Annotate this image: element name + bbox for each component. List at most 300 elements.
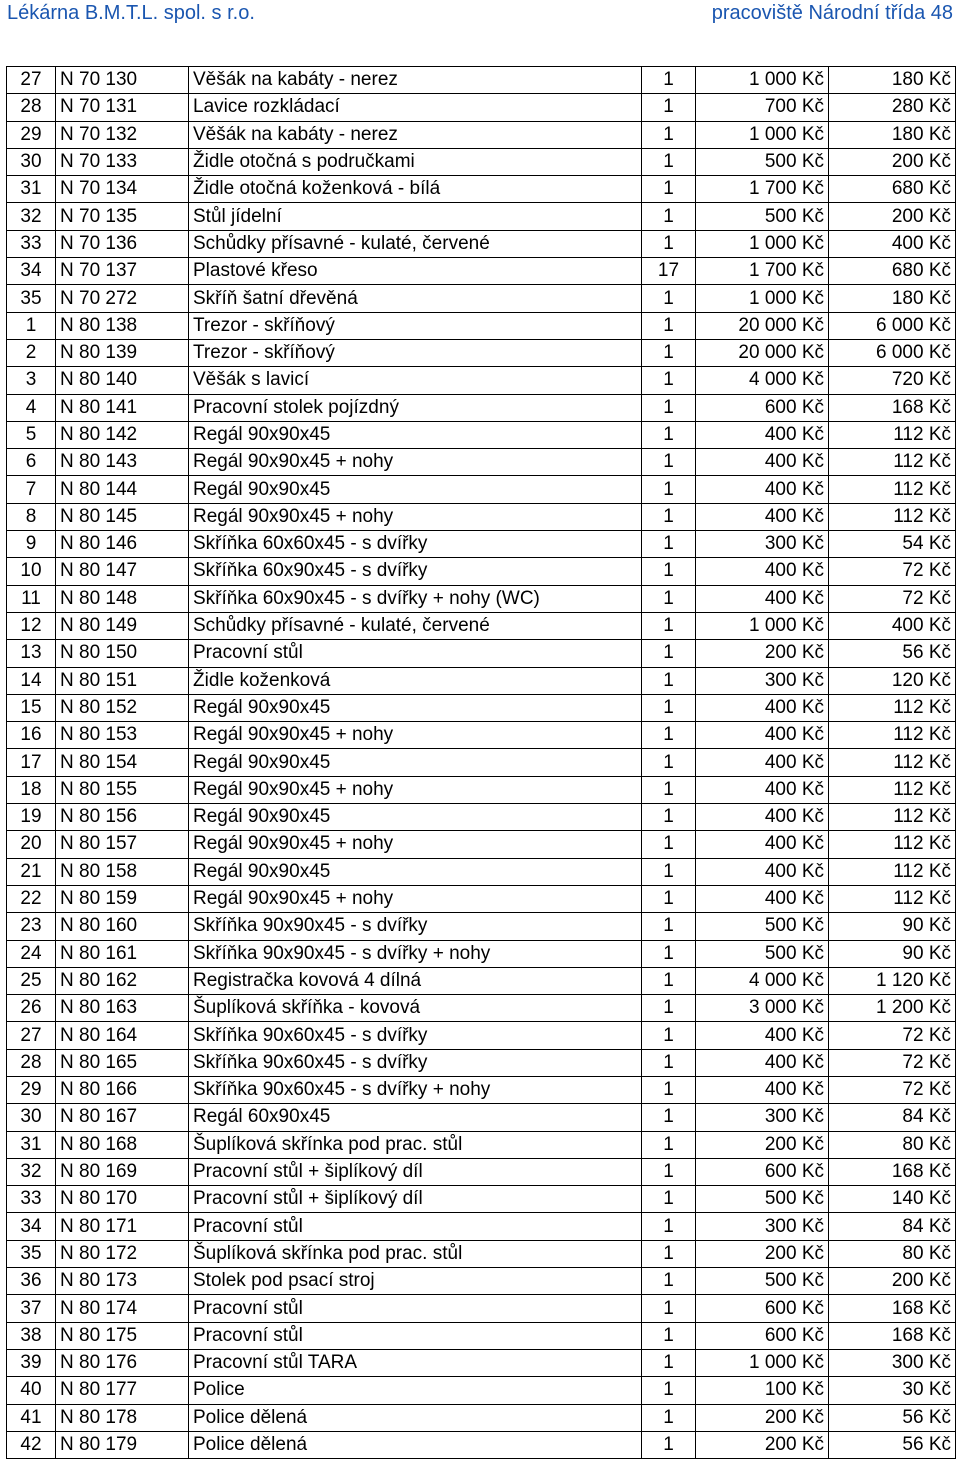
item-code: N 80 166 — [56, 1076, 189, 1103]
row-number: 30 — [7, 148, 56, 175]
item-name: Pracovní stolek pojízdný — [189, 394, 642, 421]
item-value: 72 Kč — [829, 1022, 956, 1049]
item-value: 112 Kč — [829, 476, 956, 503]
item-price: 400 Kč — [696, 831, 829, 858]
item-value: 112 Kč — [829, 831, 956, 858]
item-price: 100 Kč — [696, 1377, 829, 1404]
row-number: 28 — [7, 94, 56, 121]
item-code: N 80 152 — [56, 694, 189, 721]
item-quantity: 1 — [642, 421, 696, 448]
item-price: 600 Kč — [696, 1322, 829, 1349]
table-row — [7, 1268, 956, 1295]
item-name: Šuplíková skříňka - kovová — [189, 995, 642, 1022]
item-code: N 70 130 — [56, 67, 189, 94]
item-price: 400 Kč — [696, 1049, 829, 1076]
item-quantity: 1 — [642, 1377, 696, 1404]
item-value: 80 Kč — [829, 1240, 956, 1267]
table-row — [7, 804, 956, 831]
item-quantity: 1 — [642, 94, 696, 121]
table-row — [7, 858, 956, 885]
item-name: Skříňka 60x90x45 - s dvířky — [189, 558, 642, 585]
item-quantity: 1 — [642, 667, 696, 694]
row-number: 27 — [7, 1022, 56, 1049]
item-name: Regál 90x90x45 + nohy — [189, 449, 642, 476]
item-price: 400 Kč — [696, 749, 829, 776]
item-code: N 80 162 — [56, 967, 189, 994]
item-price: 1 000 Kč — [696, 285, 829, 312]
item-name: Židle otočná koženková - bílá — [189, 176, 642, 203]
item-quantity: 1 — [642, 531, 696, 558]
item-code: N 80 146 — [56, 531, 189, 558]
item-code: N 80 148 — [56, 585, 189, 612]
item-code: N 70 137 — [56, 258, 189, 285]
item-price: 400 Kč — [696, 1076, 829, 1103]
item-name: Regál 90x90x45 — [189, 694, 642, 721]
item-value: 30 Kč — [829, 1377, 956, 1404]
item-price: 500 Kč — [696, 940, 829, 967]
item-name: Schůdky přísavné - kulaté, červené — [189, 230, 642, 257]
item-price: 1 000 Kč — [696, 67, 829, 94]
item-code: N 80 176 — [56, 1349, 189, 1376]
item-code: N 80 169 — [56, 1158, 189, 1185]
item-quantity: 1 — [642, 1349, 696, 1376]
item-code: N 70 272 — [56, 285, 189, 312]
item-code: N 80 141 — [56, 394, 189, 421]
table-row — [7, 1322, 956, 1349]
item-name: Skříňka 60x60x45 - s dvířky — [189, 531, 642, 558]
row-number: 27 — [7, 67, 56, 94]
item-price: 600 Kč — [696, 1295, 829, 1322]
row-number: 5 — [7, 421, 56, 448]
item-code: N 80 177 — [56, 1377, 189, 1404]
row-number: 29 — [7, 1076, 56, 1103]
item-price: 200 Kč — [696, 1240, 829, 1267]
item-price: 400 Kč — [696, 1022, 829, 1049]
item-value: 72 Kč — [829, 1049, 956, 1076]
item-code: N 80 155 — [56, 776, 189, 803]
item-value: 56 Kč — [829, 640, 956, 667]
table-row — [7, 1186, 956, 1213]
item-code: N 80 174 — [56, 1295, 189, 1322]
inventory-table — [6, 66, 956, 1459]
row-number: 40 — [7, 1377, 56, 1404]
item-value: 112 Kč — [829, 449, 956, 476]
item-code: N 80 157 — [56, 831, 189, 858]
row-number: 35 — [7, 285, 56, 312]
item-code: N 80 154 — [56, 749, 189, 776]
inventory-table-body — [7, 67, 956, 1459]
item-quantity: 1 — [642, 831, 696, 858]
table-row — [7, 1049, 956, 1076]
item-value: 140 Kč — [829, 1186, 956, 1213]
item-price: 1 000 Kč — [696, 1349, 829, 1376]
item-price: 1 000 Kč — [696, 612, 829, 639]
item-value: 200 Kč — [829, 148, 956, 175]
item-code: N 80 164 — [56, 1022, 189, 1049]
item-price: 400 Kč — [696, 503, 829, 530]
item-value: 56 Kč — [829, 1431, 956, 1458]
row-number: 38 — [7, 1322, 56, 1349]
item-name: Police dělená — [189, 1404, 642, 1431]
item-price: 200 Kč — [696, 1431, 829, 1458]
table-row — [7, 1022, 956, 1049]
item-quantity: 1 — [642, 1240, 696, 1267]
item-code: N 80 147 — [56, 558, 189, 585]
item-quantity: 1 — [642, 476, 696, 503]
table-row — [7, 421, 956, 448]
item-code: N 80 172 — [56, 1240, 189, 1267]
item-name: Skříňka 90x60x45 - s dvířky — [189, 1022, 642, 1049]
item-quantity: 1 — [642, 394, 696, 421]
table-row — [7, 722, 956, 749]
table-row — [7, 203, 956, 230]
table-row — [7, 995, 956, 1022]
item-name: Regál 90x90x45 + nohy — [189, 722, 642, 749]
row-number: 22 — [7, 885, 56, 912]
table-row — [7, 531, 956, 558]
item-name: Skříňka 60x90x45 - s dvířky + nohy (WC) — [189, 585, 642, 612]
item-code: N 80 153 — [56, 722, 189, 749]
item-price: 500 Kč — [696, 148, 829, 175]
table-row — [7, 312, 956, 339]
row-number: 29 — [7, 121, 56, 148]
item-name: Regál 90x90x45 + nohy — [189, 831, 642, 858]
item-code: N 70 131 — [56, 94, 189, 121]
item-code: N 80 179 — [56, 1431, 189, 1458]
row-number: 16 — [7, 722, 56, 749]
table-row — [7, 121, 956, 148]
row-number: 15 — [7, 694, 56, 721]
item-value: 112 Kč — [829, 421, 956, 448]
item-quantity: 1 — [642, 1268, 696, 1295]
item-name: Pracovní stůl — [189, 1295, 642, 1322]
table-row — [7, 831, 956, 858]
row-number: 14 — [7, 667, 56, 694]
item-price: 400 Kč — [696, 885, 829, 912]
row-number: 24 — [7, 940, 56, 967]
item-price: 20 000 Kč — [696, 339, 829, 366]
table-row — [7, 558, 956, 585]
table-row — [7, 94, 956, 121]
item-code: N 80 165 — [56, 1049, 189, 1076]
item-price: 400 Kč — [696, 722, 829, 749]
item-name: Pracovní stůl — [189, 1213, 642, 1240]
item-name: Skříň šatní dřevěná — [189, 285, 642, 312]
item-value: 112 Kč — [829, 749, 956, 776]
item-name: Židle koženková — [189, 667, 642, 694]
row-number: 12 — [7, 612, 56, 639]
item-quantity: 1 — [642, 449, 696, 476]
item-price: 400 Kč — [696, 694, 829, 721]
item-code: N 80 142 — [56, 421, 189, 448]
item-name: Trezor - skříňový — [189, 312, 642, 339]
item-value: 72 Kč — [829, 1076, 956, 1103]
row-number: 37 — [7, 1295, 56, 1322]
item-code: N 80 159 — [56, 885, 189, 912]
item-price: 500 Kč — [696, 1268, 829, 1295]
item-price: 400 Kč — [696, 476, 829, 503]
item-name: Pracovní stůl + šiplíkový díl — [189, 1186, 642, 1213]
item-quantity: 1 — [642, 612, 696, 639]
item-price: 400 Kč — [696, 421, 829, 448]
table-row — [7, 1431, 956, 1458]
row-number: 28 — [7, 1049, 56, 1076]
item-code: N 70 133 — [56, 148, 189, 175]
item-quantity: 1 — [642, 312, 696, 339]
item-name: Police dělená — [189, 1431, 642, 1458]
item-name: Šuplíková skřínka pod prac. stůl — [189, 1131, 642, 1158]
item-price: 400 Kč — [696, 449, 829, 476]
table-row — [7, 1076, 956, 1103]
row-number: 1 — [7, 312, 56, 339]
item-code: N 80 138 — [56, 312, 189, 339]
item-price: 400 Kč — [696, 858, 829, 885]
item-price: 4 000 Kč — [696, 367, 829, 394]
item-name: Regál 90x90x45 — [189, 858, 642, 885]
item-quantity: 1 — [642, 121, 696, 148]
row-number: 31 — [7, 1131, 56, 1158]
item-quantity: 1 — [642, 148, 696, 175]
row-number: 32 — [7, 203, 56, 230]
item-quantity: 1 — [642, 1431, 696, 1458]
table-row — [7, 1295, 956, 1322]
row-number: 21 — [7, 858, 56, 885]
table-row — [7, 1131, 956, 1158]
table-row — [7, 449, 956, 476]
item-code: N 80 149 — [56, 612, 189, 639]
item-value: 112 Kč — [829, 885, 956, 912]
item-quantity: 1 — [642, 776, 696, 803]
item-quantity: 1 — [642, 694, 696, 721]
item-value: 200 Kč — [829, 1268, 956, 1295]
table-row — [7, 285, 956, 312]
item-price: 500 Kč — [696, 913, 829, 940]
item-quantity: 1 — [642, 176, 696, 203]
item-price: 4 000 Kč — [696, 967, 829, 994]
item-quantity: 1 — [642, 1049, 696, 1076]
item-value: 168 Kč — [829, 1295, 956, 1322]
item-code: N 80 143 — [56, 449, 189, 476]
item-code: N 80 178 — [56, 1404, 189, 1431]
item-quantity: 1 — [642, 749, 696, 776]
item-name: Pracovní stůl TARA — [189, 1349, 642, 1376]
item-value: 400 Kč — [829, 230, 956, 257]
table-row — [7, 749, 956, 776]
item-quantity: 1 — [642, 995, 696, 1022]
item-code: N 80 160 — [56, 913, 189, 940]
row-number: 2 — [7, 339, 56, 366]
item-price: 200 Kč — [696, 1131, 829, 1158]
row-number: 35 — [7, 1240, 56, 1267]
row-number: 8 — [7, 503, 56, 530]
item-code: N 80 175 — [56, 1322, 189, 1349]
item-name: Skříňka 90x60x45 - s dvířky + nohy — [189, 1076, 642, 1103]
table-row — [7, 339, 956, 366]
item-name: Regál 90x90x45 — [189, 749, 642, 776]
row-number: 17 — [7, 749, 56, 776]
item-price: 20 000 Kč — [696, 312, 829, 339]
item-price: 300 Kč — [696, 1104, 829, 1131]
item-value: 112 Kč — [829, 503, 956, 530]
row-number: 4 — [7, 394, 56, 421]
item-value: 112 Kč — [829, 804, 956, 831]
item-quantity: 1 — [642, 1076, 696, 1103]
item-code: N 80 144 — [56, 476, 189, 503]
item-quantity: 1 — [642, 967, 696, 994]
table-row — [7, 640, 956, 667]
item-name: Pracovní stůl + šiplíkový díl — [189, 1158, 642, 1185]
item-code: N 70 135 — [56, 203, 189, 230]
item-code: N 80 173 — [56, 1268, 189, 1295]
item-code: N 80 171 — [56, 1213, 189, 1240]
item-value: 80 Kč — [829, 1131, 956, 1158]
row-number: 32 — [7, 1158, 56, 1185]
item-value: 72 Kč — [829, 585, 956, 612]
row-number: 41 — [7, 1404, 56, 1431]
item-value: 200 Kč — [829, 203, 956, 230]
item-value: 112 Kč — [829, 858, 956, 885]
table-row — [7, 1104, 956, 1131]
item-name: Regál 90x90x45 — [189, 804, 642, 831]
item-value: 120 Kč — [829, 667, 956, 694]
item-quantity: 1 — [642, 1104, 696, 1131]
item-name: Registračka kovová 4 dílná — [189, 967, 642, 994]
row-number: 42 — [7, 1431, 56, 1458]
item-value: 1 120 Kč — [829, 967, 956, 994]
item-code: N 80 163 — [56, 995, 189, 1022]
item-code: N 80 167 — [56, 1104, 189, 1131]
item-price: 400 Kč — [696, 804, 829, 831]
table-row — [7, 1377, 956, 1404]
item-price: 400 Kč — [696, 776, 829, 803]
row-number: 7 — [7, 476, 56, 503]
item-name: Skříňka 90x90x45 - s dvířky + nohy — [189, 940, 642, 967]
item-price: 700 Kč — [696, 94, 829, 121]
item-quantity: 1 — [642, 1404, 696, 1431]
item-price: 200 Kč — [696, 1404, 829, 1431]
item-quantity: 1 — [642, 913, 696, 940]
table-row — [7, 258, 956, 285]
item-price: 400 Kč — [696, 558, 829, 585]
item-quantity: 1 — [642, 285, 696, 312]
table-row — [7, 913, 956, 940]
item-price: 200 Kč — [696, 640, 829, 667]
row-number: 11 — [7, 585, 56, 612]
item-name: Regál 90x90x45 + nohy — [189, 776, 642, 803]
item-name: Lavice rozkládací — [189, 94, 642, 121]
row-number: 36 — [7, 1268, 56, 1295]
item-value: 6 000 Kč — [829, 339, 956, 366]
item-value: 54 Kč — [829, 531, 956, 558]
item-quantity: 1 — [642, 1131, 696, 1158]
table-row — [7, 503, 956, 530]
item-quantity: 1 — [642, 804, 696, 831]
row-number: 18 — [7, 776, 56, 803]
item-name: Regál 90x90x45 — [189, 476, 642, 503]
table-row — [7, 1349, 956, 1376]
item-quantity: 1 — [642, 67, 696, 94]
item-quantity: 1 — [642, 640, 696, 667]
item-quantity: 1 — [642, 1186, 696, 1213]
item-value: 680 Kč — [829, 176, 956, 203]
item-price: 1 000 Kč — [696, 121, 829, 148]
row-number: 23 — [7, 913, 56, 940]
row-number: 30 — [7, 1104, 56, 1131]
item-value: 112 Kč — [829, 776, 956, 803]
item-value: 300 Kč — [829, 1349, 956, 1376]
item-quantity: 1 — [642, 230, 696, 257]
table-row — [7, 967, 956, 994]
item-name: Regál 60x90x45 — [189, 1104, 642, 1131]
table-row — [7, 940, 956, 967]
item-code: N 80 150 — [56, 640, 189, 667]
item-name: Židle otočná s područkami — [189, 148, 642, 175]
item-name: Pracovní stůl — [189, 640, 642, 667]
item-value: 280 Kč — [829, 94, 956, 121]
item-value: 1 200 Kč — [829, 995, 956, 1022]
item-quantity: 1 — [642, 1295, 696, 1322]
row-number: 10 — [7, 558, 56, 585]
page-header — [0, 0, 960, 30]
item-price: 1 700 Kč — [696, 258, 829, 285]
item-quantity: 1 — [642, 858, 696, 885]
item-code: N 80 158 — [56, 858, 189, 885]
item-price: 400 Kč — [696, 585, 829, 612]
item-quantity: 1 — [642, 367, 696, 394]
item-quantity: 17 — [642, 258, 696, 285]
item-quantity: 1 — [642, 1022, 696, 1049]
item-code: N 70 132 — [56, 121, 189, 148]
table-row — [7, 1240, 956, 1267]
table-row — [7, 776, 956, 803]
table-row — [7, 148, 956, 175]
company-name: Lékárna B.M.T.L. spol. s r.o. — [7, 2, 255, 24]
item-price: 1 000 Kč — [696, 230, 829, 257]
item-price: 500 Kč — [696, 203, 829, 230]
item-name: Regál 90x90x45 + nohy — [189, 885, 642, 912]
item-value: 168 Kč — [829, 1158, 956, 1185]
item-value: 180 Kč — [829, 285, 956, 312]
row-number: 31 — [7, 176, 56, 203]
item-quantity: 1 — [642, 1158, 696, 1185]
item-code: N 80 140 — [56, 367, 189, 394]
row-number: 33 — [7, 230, 56, 257]
item-code: N 80 156 — [56, 804, 189, 831]
table-row — [7, 1404, 956, 1431]
item-name: Skříňka 90x60x45 - s dvířky — [189, 1049, 642, 1076]
item-value: 112 Kč — [829, 722, 956, 749]
item-code: N 70 136 — [56, 230, 189, 257]
row-number: 9 — [7, 531, 56, 558]
item-code: N 70 134 — [56, 176, 189, 203]
item-quantity: 1 — [642, 722, 696, 749]
item-value: 6 000 Kč — [829, 312, 956, 339]
item-value: 84 Kč — [829, 1104, 956, 1131]
item-code: N 80 170 — [56, 1186, 189, 1213]
item-name: Skříňka 90x90x45 - s dvířky — [189, 913, 642, 940]
item-value: 180 Kč — [829, 67, 956, 94]
table-row — [7, 1158, 956, 1185]
table-row — [7, 176, 956, 203]
item-name: Věšák s lavicí — [189, 367, 642, 394]
item-code: N 80 151 — [56, 667, 189, 694]
item-value: 72 Kč — [829, 558, 956, 585]
item-quantity: 1 — [642, 885, 696, 912]
item-name: Stůl jídelní — [189, 203, 642, 230]
item-value: 90 Kč — [829, 940, 956, 967]
table-row — [7, 885, 956, 912]
table-row — [7, 1213, 956, 1240]
